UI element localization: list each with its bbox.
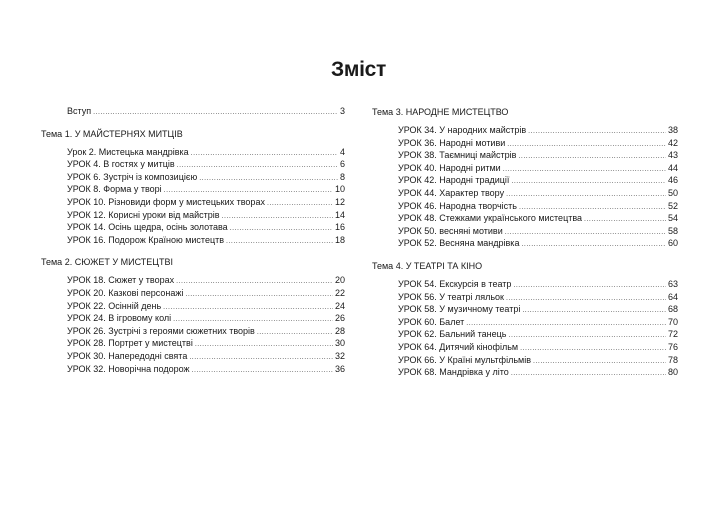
toc-entry-label: УРОК 8. Форма у творі — [67, 184, 162, 195]
toc-entry[interactable] — [372, 225, 678, 238]
toc-entry-label: УРОК 4. В гостях у митців — [67, 159, 175, 170]
toc-entry-label: УРОК 32. Новорічна подорож — [67, 363, 190, 374]
toc-entry[interactable] — [372, 200, 678, 213]
toc-entry-label: УРОК 20. Казкові персонажі — [67, 287, 184, 298]
toc-leader-dots — [584, 214, 666, 227]
toc-leader-dots — [533, 356, 666, 369]
toc-entry-label: УРОК 38. Таємниці майстрів — [398, 150, 517, 161]
toc-entry-page: 36 — [334, 363, 345, 374]
toc-entry-label: УРОК 34. У народних майстрів — [398, 125, 527, 135]
toc-leader-dots — [511, 176, 666, 189]
toc-leader-dots — [163, 302, 333, 315]
toc-entry-page: 42 — [667, 137, 678, 148]
toc-section — [372, 105, 678, 250]
toc-entry[interactable] — [41, 196, 345, 209]
toc-leader-dots — [503, 164, 666, 177]
toc-left-column — [41, 105, 345, 384]
toc-entry-label: УРОК 30. Напередодні свята — [67, 350, 188, 361]
toc-entry-page: 18 — [334, 234, 345, 245]
toc-leader-dots — [520, 343, 666, 356]
toc-section-heading: Тема 3. НАРОДНЕ МИСТЕЦТВО — [372, 107, 509, 117]
toc-entry-page: 16 — [334, 222, 345, 233]
toc-entry-label: Вступ — [67, 106, 92, 116]
toc-leader-dots — [518, 151, 666, 164]
toc-leader-dots — [191, 148, 338, 161]
toc-entry-label: УРОК 42. Народні традиції — [398, 175, 510, 186]
toc-entry-list — [372, 124, 678, 250]
toc-entry[interactable] — [41, 363, 345, 376]
toc-entry[interactable] — [41, 350, 345, 363]
toc-entry-page: 63 — [667, 278, 678, 289]
toc-entry[interactable] — [41, 146, 345, 159]
toc-entry[interactable] — [372, 316, 678, 329]
toc-entry-page: 68 — [667, 304, 678, 315]
toc-leader-dots — [177, 160, 338, 173]
toc-entry-label: УРОК 68. Мандрівка у літо — [398, 367, 509, 378]
toc-section-heading: Тема 4. У ТЕАТРІ ТА КІНО — [372, 260, 483, 271]
toc-entry-label: УРОК 60. Балет — [398, 316, 465, 327]
toc-entry-page: 76 — [667, 341, 678, 352]
toc-entry-label: УРОК 6. Зустріч із композицією — [67, 171, 198, 182]
toc-leader-dots — [192, 365, 333, 378]
toc-entry-page: 30 — [334, 338, 345, 349]
toc-entry-label: УРОК 64. Дитячий кінофільм — [398, 341, 519, 352]
toc-entry-label: УРОК 22. Осінній день — [67, 300, 162, 311]
toc-entry-page: 46 — [667, 175, 678, 186]
toc-entry-label: УРОК 46. Народна творчість — [398, 200, 517, 211]
toc-entry[interactable] — [41, 337, 345, 350]
toc-leader-dots — [511, 368, 666, 381]
toc-entry[interactable] — [41, 171, 345, 184]
toc-entry-label: УРОК 18. Сюжет у творах — [67, 275, 175, 286]
toc-entry-label: УРОК 14. Осінь щедра, осінь золотава — [67, 222, 228, 233]
toc-leader-dots — [506, 189, 666, 202]
toc-entry[interactable] — [372, 237, 678, 250]
toc-entry-label: УРОК 28. Портрет у мистецтві — [67, 338, 193, 349]
toc-entry[interactable] — [372, 174, 678, 187]
toc-entry-label: УРОК 52. Весняна мандрівка — [398, 238, 520, 249]
toc-entry-page: 10 — [334, 184, 345, 195]
toc-intro — [41, 105, 345, 118]
toc-section — [41, 127, 345, 247]
toc-entry-page: 43 — [667, 150, 678, 161]
toc-entry[interactable] — [41, 234, 345, 247]
toc-entry[interactable] — [372, 303, 678, 316]
toc-entry-page: 26 — [334, 313, 345, 324]
toc-entry-page: 72 — [667, 329, 678, 340]
toc-entry-page: 32 — [334, 350, 345, 361]
toc-entry[interactable] — [372, 149, 678, 162]
toc-entry-page: 12 — [334, 196, 345, 207]
toc-leader-dots — [199, 173, 338, 186]
toc-entry-label: УРОК 40. Народні ритми — [398, 162, 501, 173]
toc-entry-page: 8 — [339, 171, 345, 182]
toc-entry-page: 14 — [334, 209, 345, 220]
toc-entry-label: УРОК 36. Народні мотиви — [398, 137, 506, 148]
toc-entry[interactable] — [41, 287, 345, 300]
toc-entry-label: УРОК 54. Екскурсія в театр — [398, 278, 512, 289]
toc-leader-dots — [513, 280, 666, 293]
toc-entry[interactable] — [372, 162, 678, 175]
toc-section — [372, 259, 678, 379]
toc-leader-dots — [506, 293, 666, 306]
toc-leader-dots — [222, 211, 333, 224]
toc-leader-dots — [185, 289, 333, 302]
toc-entry-page: 3 — [339, 106, 345, 116]
toc-entry[interactable] — [41, 325, 345, 338]
toc-leader-dots — [267, 198, 333, 211]
toc-entry-label: УРОК 56. У театрі ляльок — [398, 291, 504, 302]
toc-entry-label: УРОК 24. В ігровому колі — [67, 313, 172, 324]
toc-entry[interactable] — [372, 187, 678, 200]
toc-entry[interactable] — [372, 291, 678, 304]
toc-leader-dots — [226, 236, 333, 249]
toc-leader-dots — [509, 330, 666, 343]
toc-entry-label: УРОК 48. Стежками українського мистецтва — [398, 213, 583, 224]
toc-leader-dots — [257, 327, 333, 340]
toc-entry-page: 70 — [667, 316, 678, 327]
toc-leader-dots — [93, 107, 338, 120]
toc-entry-page: 58 — [667, 225, 678, 236]
toc-entry-label: УРОК 50. весняні мотиви — [398, 225, 503, 236]
toc-entry-page: 50 — [667, 187, 678, 198]
toc-entry-page: 38 — [667, 125, 678, 135]
toc-entry-page: 22 — [334, 287, 345, 298]
toc-entry-intro[interactable] — [41, 105, 345, 118]
toc-entry[interactable] — [372, 328, 678, 341]
toc-entry[interactable] — [372, 212, 678, 225]
toc-entry[interactable] — [372, 366, 678, 379]
toc-entry[interactable] — [41, 300, 345, 313]
toc-entry-label: Урок 2. Мистецька мандрівка — [67, 146, 189, 157]
toc-entry-page: 64 — [667, 291, 678, 302]
toc-leader-dots — [522, 305, 666, 318]
toc-entry-list — [41, 146, 345, 247]
toc-entry-page: 24 — [334, 300, 345, 311]
toc-leader-dots — [189, 352, 333, 365]
toc-entry-label: УРОК 16. Подорож Країною мистецтв — [67, 234, 225, 245]
toc-leader-dots — [521, 239, 666, 252]
toc-entry[interactable] — [41, 312, 345, 325]
toc-entry[interactable] — [372, 278, 678, 291]
toc-entry-page: 4 — [339, 146, 345, 157]
toc-leader-dots — [507, 139, 666, 152]
toc-leader-dots — [528, 126, 666, 139]
toc-entry-label: УРОК 62. Бальний танець — [398, 329, 507, 340]
toc-section-heading: Тема 1. У МАЙСТЕРНЯХ МИТЦІВ — [41, 128, 183, 139]
toc-entry[interactable] — [41, 221, 345, 234]
toc-entry[interactable] — [372, 124, 678, 137]
toc-section — [41, 255, 345, 375]
toc-entry-label: УРОК 66. У Країні мультфільмів — [398, 354, 531, 365]
toc-entry[interactable] — [41, 183, 345, 196]
toc-entry-list — [372, 278, 678, 379]
toc-entry[interactable] — [41, 209, 345, 222]
toc-leader-dots — [195, 339, 333, 352]
toc-section-heading: Тема 2. СЮЖЕТ У МИСТЕЦТВІ — [41, 257, 173, 268]
toc-entry-label: УРОК 12. Корисні уроки від майстрів — [67, 209, 220, 220]
toc-entry-label: УРОК 26. Зустрічі з героями сюжетних творів — [67, 325, 255, 336]
toc-leader-dots — [505, 227, 666, 240]
toc-entry[interactable] — [372, 354, 678, 367]
toc-entry-page: 28 — [334, 325, 345, 336]
toc-entry-list — [41, 274, 345, 375]
page-title: Зміст — [331, 58, 386, 81]
toc-entry-page: 78 — [667, 354, 678, 365]
toc-entry-page: 6 — [339, 159, 345, 170]
toc-entry[interactable] — [41, 274, 345, 287]
toc-leader-dots — [176, 276, 333, 289]
toc-entry[interactable] — [372, 137, 678, 150]
toc-right-column — [372, 105, 678, 388]
toc-entry-page: 20 — [334, 275, 345, 286]
toc-leader-dots — [230, 223, 333, 236]
toc-entry-label: УРОК 44. Характер твору — [398, 187, 505, 198]
toc-entry-page: 52 — [667, 200, 678, 211]
toc-entry-page: 80 — [667, 367, 678, 378]
toc-entry-label: УРОК 10. Різновиди форм у мистецьких творах — [67, 196, 265, 207]
toc-entry[interactable] — [372, 341, 678, 354]
toc-entry-page: 60 — [667, 238, 678, 249]
toc-entry[interactable] — [41, 158, 345, 171]
toc-entry-page: 54 — [667, 213, 678, 224]
toc-entry-page: 44 — [667, 162, 678, 173]
toc-entry-label: УРОК 58. У музичному театрі — [398, 304, 521, 315]
